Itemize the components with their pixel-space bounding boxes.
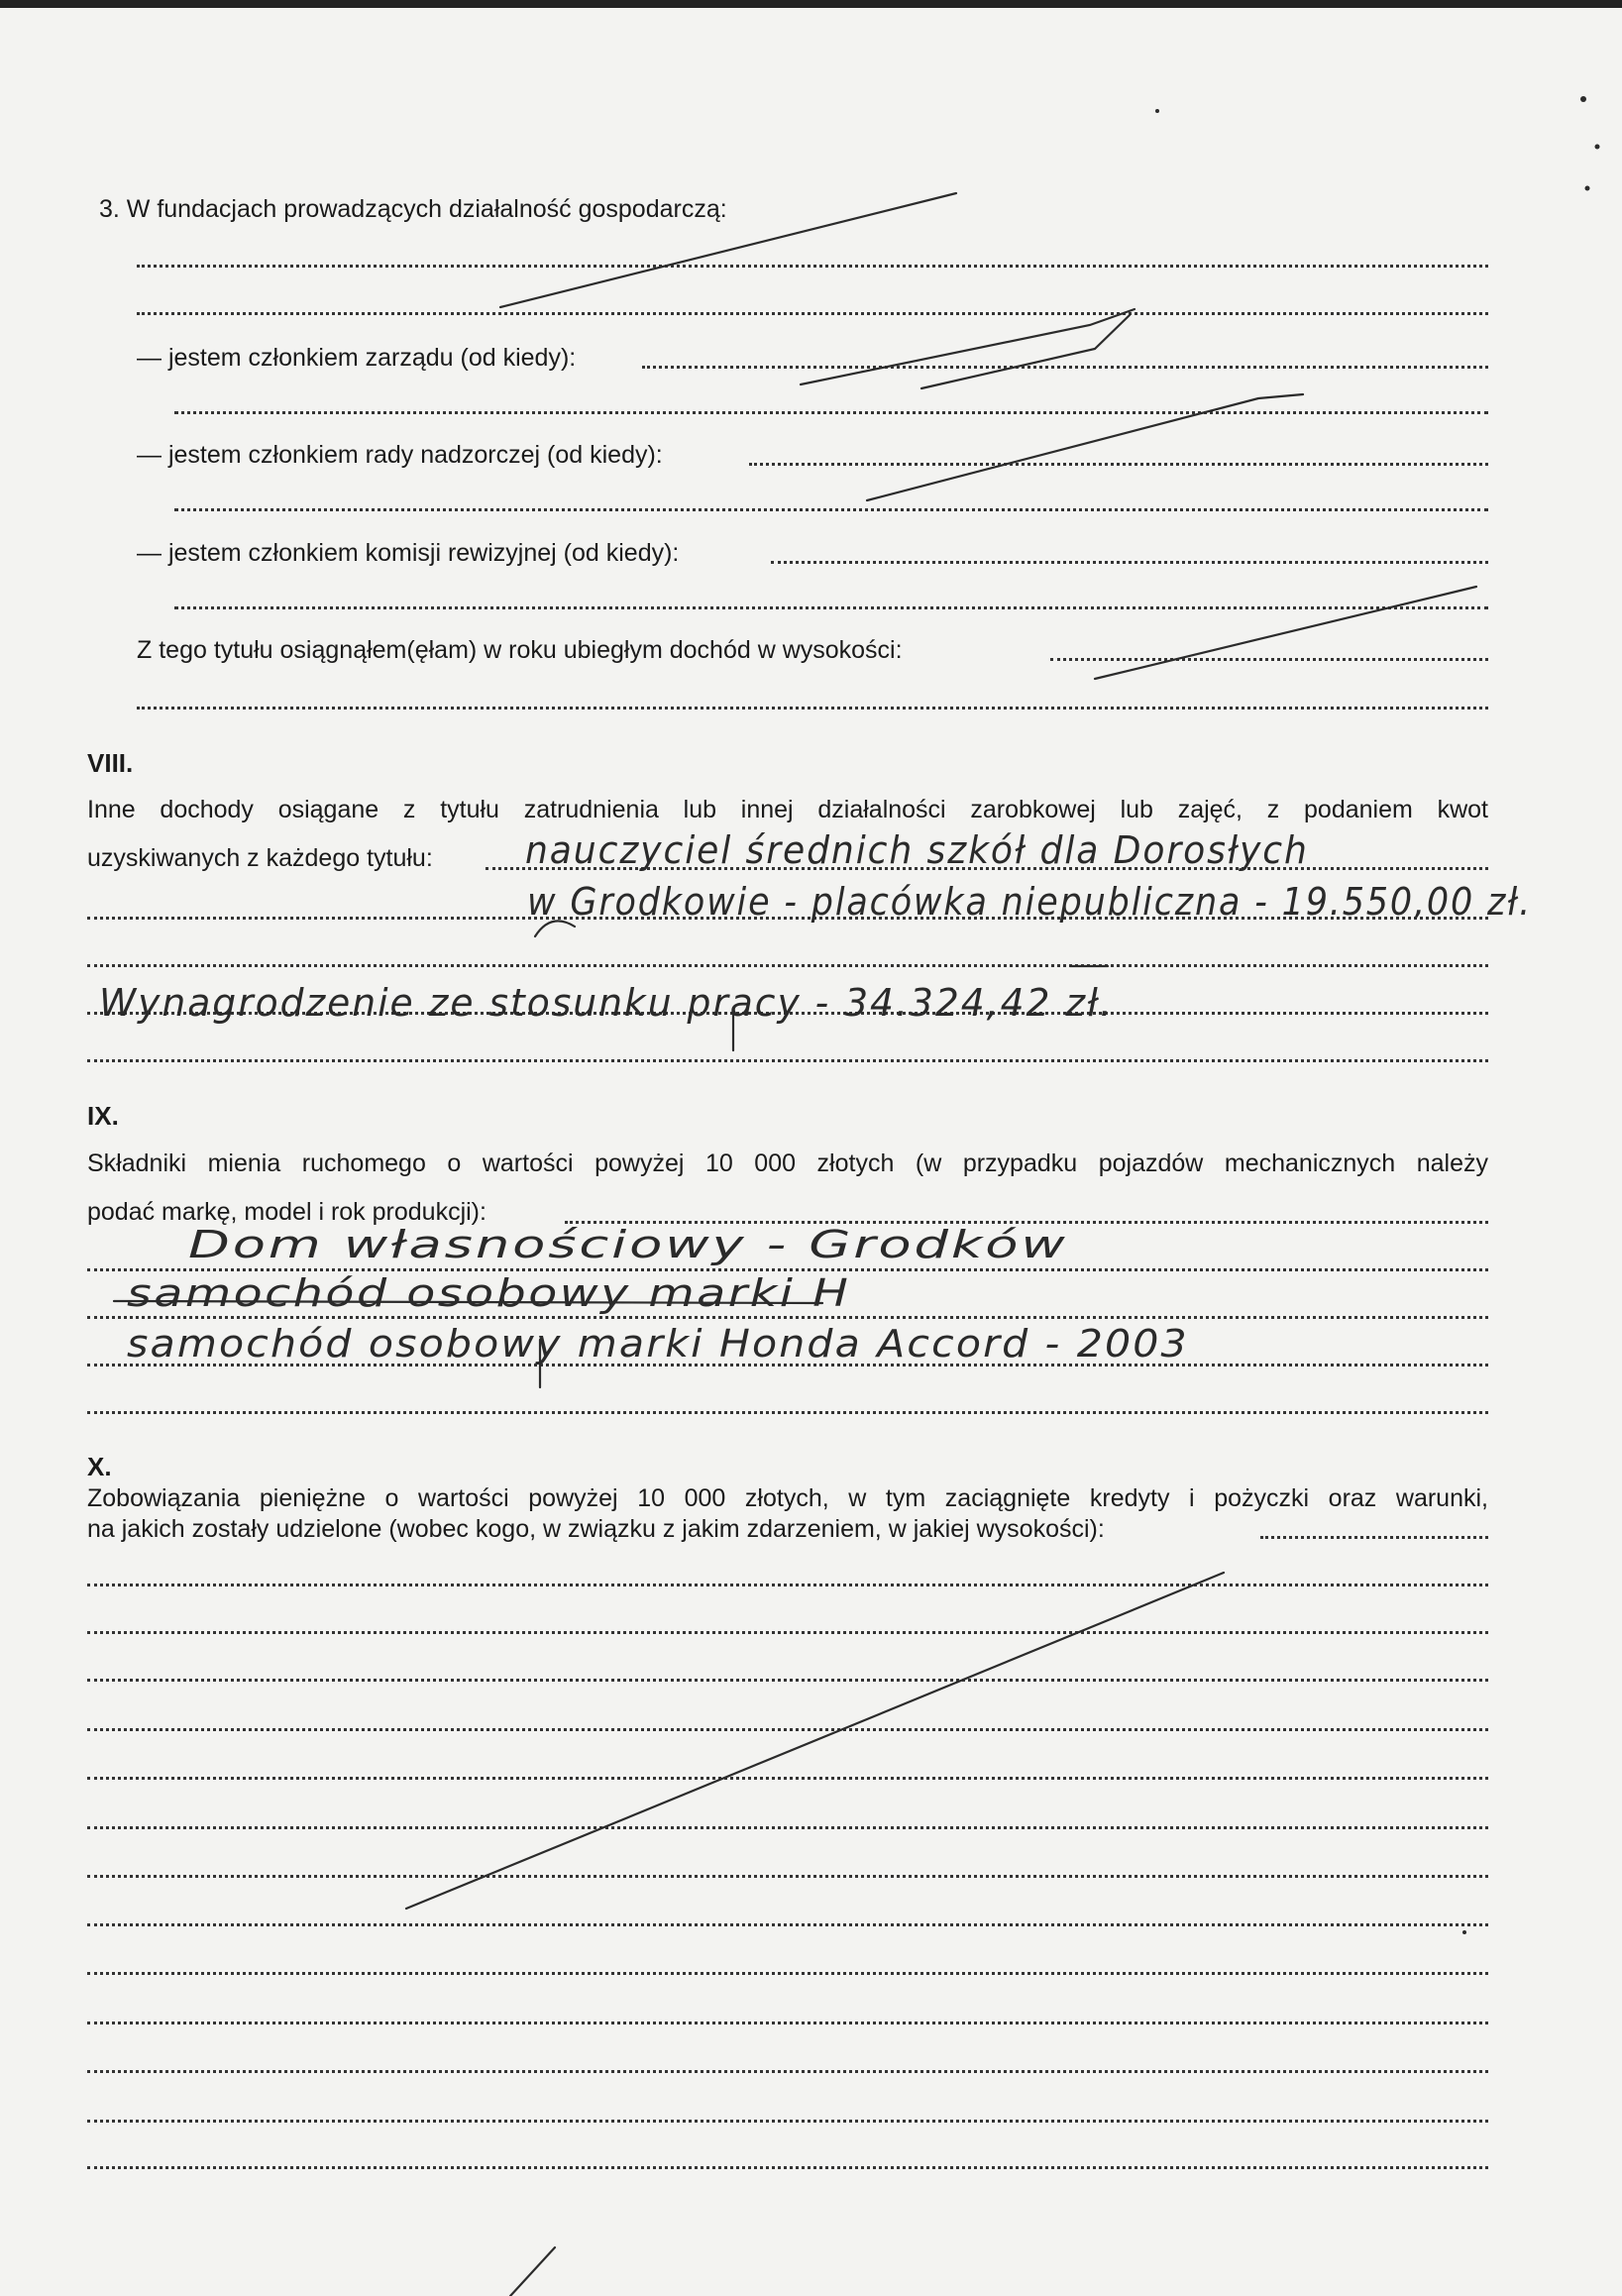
fill-line: [87, 1411, 1488, 1414]
fill-line: [87, 1923, 1488, 1926]
supervisory-member-label: — jestem członkiem rady nadzorczej (od kiedy):: [137, 441, 663, 469]
fill-line: [749, 463, 1488, 466]
fill-line: [87, 964, 1488, 967]
section8-text-line1: Inne dochody osiągane z tytułu zatrudnienia lub innej działalności zarobkowej lub zajęć, z podaniem kwot: [87, 796, 1488, 823]
fill-line: [137, 312, 1488, 315]
section10-number: X.: [87, 1452, 112, 1481]
board-member-label: — jestem członkiem zarządu (od kiedy):: [137, 344, 577, 372]
scan-speck: [1580, 96, 1586, 102]
section9-number: IX.: [87, 1101, 119, 1131]
fill-line: [87, 2070, 1488, 2073]
margin-stroke: [510, 2247, 555, 2296]
fill-line: [87, 1826, 1488, 1829]
section9-text-line2: podać markę, model i rok produkcji):: [87, 1198, 487, 1226]
handwritten-entry: nauczyciel średnich szkół dla Dorosłych: [525, 828, 1309, 872]
fill-line: [642, 366, 1488, 369]
scan-edge: [0, 0, 1622, 8]
fill-line: [771, 561, 1488, 564]
cancel-stroke: [801, 309, 1135, 384]
handwritten-entry: Dom własnościowy - Grodków: [188, 1223, 1068, 1266]
fill-line: [87, 1728, 1488, 1731]
section3-heading: 3. W fundacjach prowadzących działalność gospodarczą:: [99, 195, 727, 223]
scan-speck: [1595, 145, 1600, 150]
fill-line: [87, 2120, 1488, 2123]
section8-number: VIII.: [87, 748, 134, 778]
scan-speck: [1462, 1930, 1466, 1934]
cancel-stroke: [921, 315, 1130, 388]
fill-line: [87, 1059, 1488, 1062]
fill-line: [87, 1777, 1488, 1780]
section9-text-line1: Składniki mienia ruchomego o wartości powyżej 10 000 złotych (w przypadku pojazdów mechanicznych należy: [87, 1149, 1488, 1177]
fill-line: [137, 265, 1488, 268]
audit-member-label: — jestem członkiem komisji rewizyjnej (od kiedy):: [137, 539, 680, 567]
scan-speck: [1585, 186, 1590, 191]
fill-line: [87, 1631, 1488, 1634]
section10-text-line1: Zobowiązania pieniężne o wartości powyżej 10 000 złotych, w tym zaciągnięte kredyty i pożyczki oraz warunki,: [87, 1484, 1488, 1512]
section10-text-line2: na jakich zostały udzielone (wobec kogo, w związku z jakim zdarzeniem, w jakiej wysokości):: [87, 1515, 1105, 1543]
fill-line: [174, 606, 1488, 609]
cancel-stroke: [406, 1573, 1224, 1909]
fill-line: [174, 411, 1488, 414]
handwritten-entry: w Grodkowie - placówka niepubliczna - 19.550,00 zł.: [527, 880, 1533, 924]
section8-text-line2: uzyskiwanych z każdego tytułu:: [87, 844, 433, 872]
handwritten-entry: samochód osobowy marki Honda Accord - 2003: [127, 1322, 1189, 1366]
fill-line: [87, 2022, 1488, 2024]
fill-line: [137, 707, 1488, 710]
fill-line: [87, 1584, 1488, 1586]
fill-line: [87, 1875, 1488, 1878]
fill-line: [1260, 1536, 1488, 1539]
fill-line: [1050, 658, 1488, 661]
fill-line: [87, 1972, 1488, 1975]
handwritten-entry: Wynagrodzenie ze stosunku pracy - 34.324,42 zł.: [99, 981, 1114, 1025]
scan-speck: [1155, 109, 1159, 113]
fill-line: [87, 1316, 1488, 1319]
handwritten-entry-crossed: samochód osobowy marki H: [127, 1271, 851, 1315]
cancel-stroke: [1095, 587, 1476, 679]
fill-line: [87, 1679, 1488, 1682]
fill-line: [174, 508, 1488, 511]
fill-line: [87, 2166, 1488, 2169]
foundation-income-label: Z tego tytułu osiągnąłem(ęłam) w roku ubiegłym dochód w wysokości:: [137, 636, 903, 664]
